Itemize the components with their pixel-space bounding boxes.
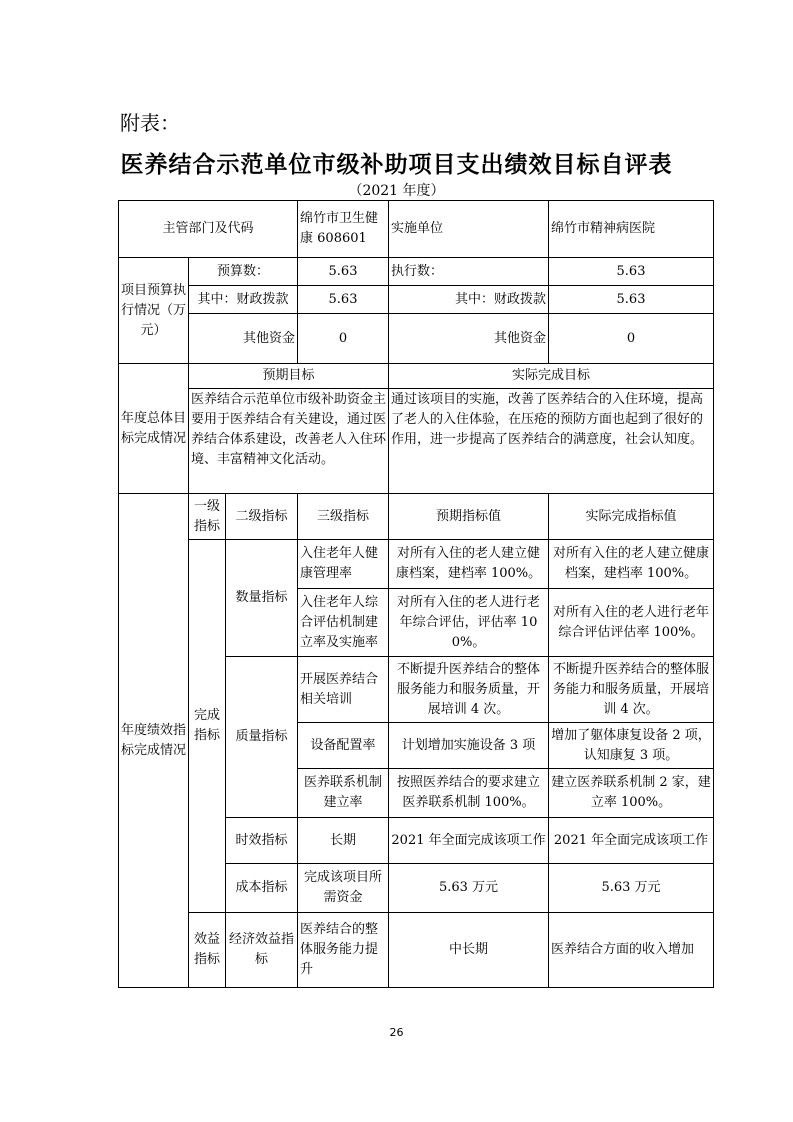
- level3-cell: 入住老年人综合评估机制建立率及实施率: [298, 589, 389, 657]
- budget-value: 5.63: [298, 258, 389, 286]
- fiscal-label: 其中：财政拨款: [189, 286, 298, 314]
- expected-goal-text: 医养结合示范单位市级补助资金主要用于医养结合有关建设，通过医养结合体系建设，改善老人入住环境、丰富精神文化活动。: [189, 389, 389, 494]
- performance-table: [118, 200, 714, 988]
- budget-label: 预算数：: [189, 258, 298, 286]
- page-number: 26: [389, 1026, 404, 1039]
- expected-value-cell: 计划增加实施设备 3 项: [389, 723, 549, 769]
- expected-value-cell: 中长期: [389, 913, 549, 988]
- actual-value-cell: 不断提升医养结合的整体服务能力和服务质量，开展培训 4 次。: [549, 657, 714, 723]
- actual-value-cell: 2021 年全面完成该项工作: [549, 818, 714, 864]
- other-exec-value: 0: [549, 314, 714, 364]
- actual-value-cell: 对所有入住的老人建立健康档案，建档率 100%。: [549, 540, 714, 589]
- dept-label: 主管部门及代码: [119, 201, 298, 258]
- level3-cell: 医养结合的整体服务能力提升: [298, 913, 389, 988]
- indicators-section-label: 年度绩效指标完成情况: [119, 494, 189, 988]
- fiscal-row: [119, 286, 714, 314]
- budget-row: [119, 258, 714, 286]
- completion-indicator-label: 完成指标: [189, 540, 226, 913]
- expected-value-cell: 对所有入住的老人进行老年综合评估，评估率 100%。: [389, 589, 549, 657]
- level3-cell: 入住老年人健康管理率: [298, 540, 389, 589]
- quantity-indicator-label: 数量指标: [226, 540, 298, 657]
- level3-cell: 长期: [298, 818, 389, 864]
- actual-value-cell: 5.63 万元: [549, 864, 714, 913]
- other-label-2: 其他资金: [389, 314, 549, 364]
- level1-header: 一级指标: [189, 494, 226, 540]
- actual-value-cell: 建立医养联系机制 2 家，建立率 100%。: [549, 769, 714, 818]
- other-budget-value: 0: [298, 314, 389, 364]
- expected-value-header: 预期指标值: [389, 494, 549, 540]
- table-row: [119, 540, 714, 589]
- fiscal-label-2: 其中：财政拨款: [389, 286, 549, 314]
- table-row: [119, 913, 714, 988]
- actual-goal-header: 实际完成目标: [389, 364, 714, 389]
- actual-value-cell: 对所有入住的老人进行老年综合评估评估率 100%。: [549, 589, 714, 657]
- expected-goal-header: 预期目标: [189, 364, 389, 389]
- other-label: 其他资金: [189, 314, 298, 364]
- expected-value-cell: 不断提升医养结合的整体服务能力和服务质量，开展培训 4 次。: [389, 657, 549, 723]
- level2-header: 二级指标: [226, 494, 298, 540]
- year-label: （2021 年度）: [348, 183, 445, 199]
- unit-label: 实施单位: [389, 201, 549, 258]
- other-funds-row: [119, 314, 714, 364]
- goals-header-row: [119, 364, 714, 389]
- effect-indicator-label: 效益指标: [189, 913, 226, 988]
- fiscal-budget-value: 5.63: [298, 286, 389, 314]
- actual-value-header: 实际完成指标值: [549, 494, 714, 540]
- unit-value: 绵竹市精神病医院: [549, 201, 714, 258]
- goals-text-row: [119, 389, 714, 494]
- level3-cell: 完成该项目所需资金: [298, 864, 389, 913]
- goals-section-label: 年度总体目标完成情况: [119, 364, 189, 494]
- expected-value-cell: 对所有入住的老人建立健康档案，建档率 100%。: [389, 540, 549, 589]
- indicators-header-row: [119, 494, 714, 540]
- actual-value-cell: 增加了躯体康复设备 2 项，认知康复 3 项。: [549, 723, 714, 769]
- timeliness-indicator-label: 时效指标: [226, 818, 298, 864]
- level3-cell: 开展医养结合相关培训: [298, 657, 389, 723]
- actual-value-cell: 医养结合方面的收入增加: [549, 913, 714, 988]
- cost-indicator-label: 成本指标: [226, 864, 298, 913]
- expected-value-cell: 5.63 万元: [389, 864, 549, 913]
- exec-label: 执行数：: [389, 258, 549, 286]
- dept-value: 绵竹市卫生健康 608601: [298, 201, 389, 258]
- appendix-label: 附表：: [120, 111, 180, 135]
- budget-section-label: 项目预算执行情况（万元）: [119, 258, 189, 364]
- document-title: 医养结合示范单位市级补助项目支出绩效目标自评表: [120, 151, 673, 178]
- quality-indicator-label: 质量指标: [226, 657, 298, 818]
- dept-row: [119, 201, 714, 258]
- economic-indicator-label: 经济效益指标: [226, 913, 298, 988]
- fiscal-exec-value: 5.63: [549, 286, 714, 314]
- level3-cell: 医养联系机制建立率: [298, 769, 389, 818]
- expected-value-cell: 2021 年全面完成该项工作: [389, 818, 549, 864]
- level3-cell: 设备配置率: [298, 723, 389, 769]
- exec-value: 5.63: [549, 258, 714, 286]
- expected-value-cell: 按照医养结合的要求建立医养联系机制 100%。: [389, 769, 549, 818]
- actual-goal-text: 通过该项目的实施，改善了医养结合的入住环境，提高了老人的入住体验，在压疮的预防方面也起到了很好的作用，进一步提高了医养结合的满意度，社会认知度。: [389, 389, 714, 494]
- level3-header: 三级指标: [298, 494, 389, 540]
